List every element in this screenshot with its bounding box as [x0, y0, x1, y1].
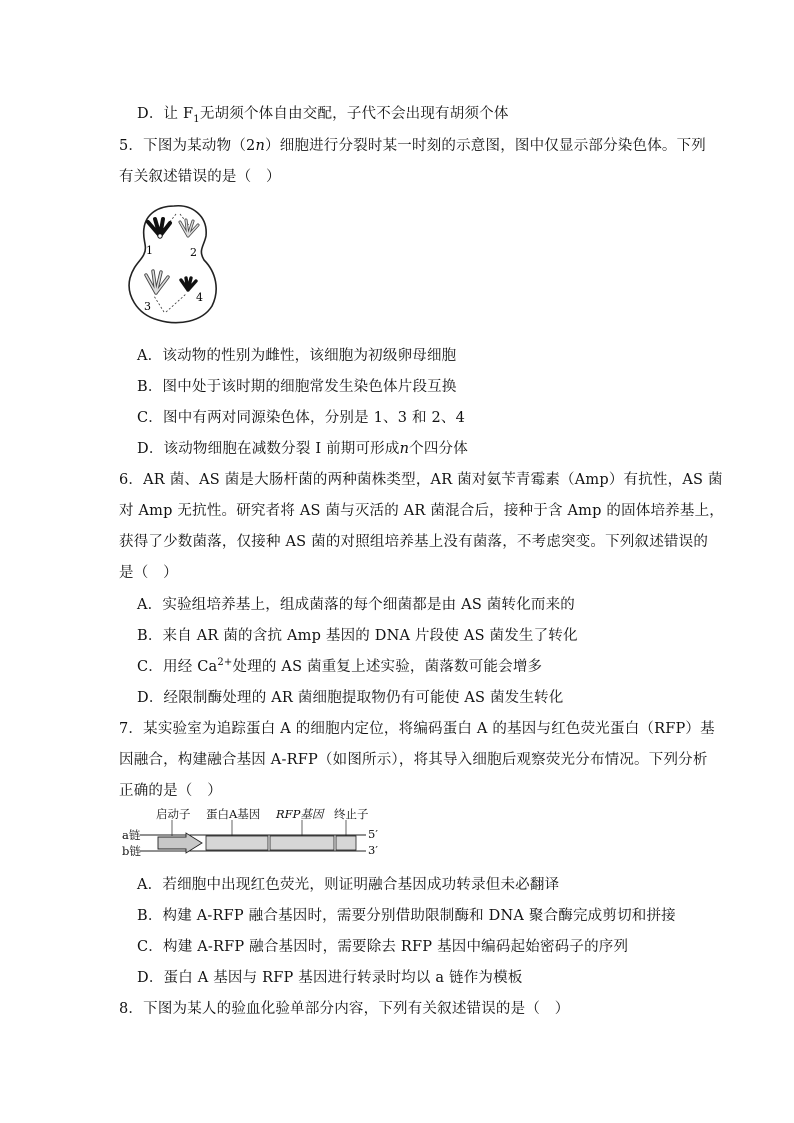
- five-prime-label: 5′: [368, 827, 378, 841]
- chromosome-2: [180, 220, 198, 236]
- q7-option-a: A．若细胞中出现红色荧光，则证明融合基因成功转录但未必翻译: [137, 877, 560, 893]
- q7-stem-line3: 正确的是（ ）: [119, 783, 222, 799]
- rfp-gene-block: [270, 836, 334, 850]
- q8-stem-line1: 8．下图为某人的验血化验单部分内容，下列有关叙述错误的是（ ）: [119, 1001, 570, 1017]
- chromosome-3: [146, 271, 168, 293]
- q5-stem-line1: 5．下图为某动物（2n）细胞进行分裂时某一时刻的示意图，图中仅显示部分染色体。下列: [119, 138, 706, 154]
- q6-option-d: D．经限制酶处理的 AR 菌细胞提取物仍有可能使 AS 菌发生转化: [137, 690, 564, 706]
- gene-a-block: [206, 836, 268, 850]
- three-prime-label: 3′: [368, 843, 378, 857]
- strand-b-label: b链: [122, 844, 141, 858]
- q6-option-c: C．用经 $Ca^{2+}$处理的 AS 菌重复上述实验，菌落数可能会增多: [137, 657, 543, 675]
- terminator-label: 终止子: [334, 807, 369, 821]
- q6-stem-line2: 对 Amp 无抗性。研究者将 AS 菌与灭活的 AR 菌混合后，接种于含 Amp 的固体培养基上，: [119, 503, 724, 519]
- gene-a-label: 蛋白A基因: [206, 807, 261, 821]
- q5-stem-line2: 有关叙述错误的是（ ）: [119, 169, 281, 185]
- q6-option-b: B．来自 AR 菌的含抗 Amp 基因的 DNA 片段使 AS 菌发生了转化: [137, 628, 578, 644]
- cell-division-diagram: [124, 198, 224, 326]
- strand-a-label: a链: [122, 828, 141, 842]
- q6-stem-line1: 6．AR 菌、AS 菌是大肠杆菌的两种菌株类型，AR 菌对氨苄青霉素（Amp）有抗性，AS 菌: [119, 472, 723, 488]
- q7-option-b: B．构建 A-RFP 融合基因时，需要分别借助限制酶和 DNA 聚合酶完成剪切和拼接: [137, 908, 676, 924]
- svg-text:2: 2: [190, 246, 197, 259]
- q7-option-c: C．构建 A-RFP 融合基因时，需要除去 RFP 基因中编码起始密码子的序列: [137, 939, 629, 955]
- q5-option-c: C．图中有两对同源染色体，分别是 1、3 和 2、4: [137, 410, 466, 426]
- terminator-block: [336, 836, 356, 850]
- q5-option-a: A．该动物的性别为雌性，该细胞为初级卵母细胞: [137, 348, 457, 364]
- q7-stem-line2: 因融合，构建融合基因 A-RFP（如图所示），将其导入细胞后观察荧光分布情况。下列分析: [119, 752, 708, 768]
- q6-option-a: A．实验组培养基上，组成菌落的每个细菌都是由 AS 菌转化而来的: [137, 597, 575, 613]
- q4-option-d: D．让 $F_1$无胡须个体自由交配，子代不会出现有胡须个体: [137, 106, 509, 125]
- promoter-arrow: [158, 833, 202, 853]
- q6-stem-line3: 获得了少数菌落，仅接种 AS 菌的对照组培养基上没有菌落，不考虑突变。下列叙述错误的: [119, 534, 709, 550]
- q5-option-d: D．该动物细胞在减数分裂 I 前期可形成n个四分体: [137, 441, 468, 457]
- svg-text:1: 1: [146, 244, 153, 257]
- svg-text:3: 3: [144, 300, 151, 313]
- q5-option-b: B．图中处于该时期的细胞常发生染色体片段互换: [137, 379, 457, 395]
- promoter-label: 启动子: [156, 807, 191, 821]
- fusion-gene-diagram: [122, 806, 382, 860]
- q7-stem-line1: 7．某实验室为追踪蛋白 A 的细胞内定位，将编码蛋白 A 的基因与红色荧光蛋白（RFP）基: [119, 721, 715, 737]
- chromosome-1: [148, 219, 170, 238]
- rfp-gene-label: RFP基因: [276, 807, 324, 821]
- svg-text:4: 4: [196, 291, 203, 304]
- q6-stem-line4: 是（ ）: [119, 565, 178, 581]
- chromosome-4: [181, 278, 196, 290]
- q7-option-d: D．蛋白 A 基因与 RFP 基因进行转录时均以 a 链作为模板: [137, 970, 523, 986]
